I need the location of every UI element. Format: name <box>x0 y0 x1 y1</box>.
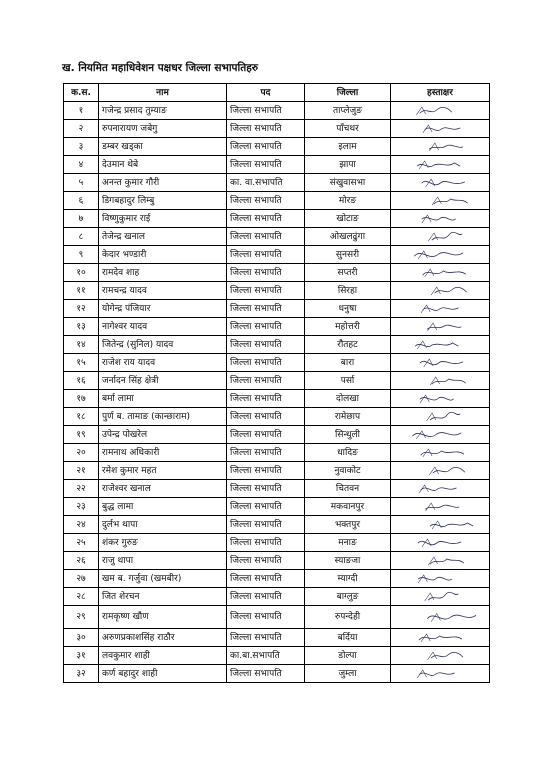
post-cell: जिल्ला सभापति <box>227 192 305 210</box>
post-cell: जिल्ला सभापति <box>227 138 305 156</box>
district-cell: सिरहा <box>305 282 391 300</box>
table-body <box>64 102 490 683</box>
header-serial: क.स. <box>64 84 99 102</box>
table-row <box>64 336 490 354</box>
serial-cell: २९ <box>64 606 99 629</box>
serial-cell: २८ <box>64 588 99 606</box>
signature-cell <box>391 318 490 336</box>
district-cell: खोटाङ <box>305 210 391 228</box>
signature-cell <box>391 390 490 408</box>
post-cell: जिल्ला सभापति <box>227 426 305 444</box>
district-cell: सिन्धुली <box>305 426 391 444</box>
handwritten-signature <box>394 665 486 682</box>
handwritten-signature <box>394 210 486 227</box>
handwritten-signature <box>394 629 486 646</box>
district-cell: बाग्लुङ <box>305 588 391 606</box>
signature-cell <box>391 665 490 683</box>
handwritten-signature <box>394 570 486 587</box>
post-cell: जिल्ला सभापति <box>227 408 305 426</box>
serial-cell: २३ <box>64 498 99 516</box>
name-cell: जितेन्द्र (सुनिल) यादव <box>99 336 227 354</box>
serial-cell: ३२ <box>64 665 99 683</box>
handwritten-signature <box>394 534 486 551</box>
name-cell: रामकृष्ण खौण <box>99 606 227 629</box>
table-row <box>64 534 490 552</box>
table-row <box>64 120 490 138</box>
district-cell: सप्तरी <box>305 264 391 282</box>
serial-cell: २ <box>64 120 99 138</box>
post-cell: जिल्ला सभापति <box>227 210 305 228</box>
serial-cell: ११ <box>64 282 99 300</box>
district-cell: भक्तपुर <box>305 516 391 534</box>
table-row <box>64 480 490 498</box>
handwritten-signature <box>394 354 486 371</box>
table-row <box>64 192 490 210</box>
header-district: जिल्ला <box>305 84 391 102</box>
signature-cell <box>391 102 490 120</box>
table-row <box>64 390 490 408</box>
table-row <box>64 138 490 156</box>
serial-cell: २४ <box>64 516 99 534</box>
post-cell: जिल्ला सभापति <box>227 300 305 318</box>
name-cell: उपेन्द्र पोखरेल <box>99 426 227 444</box>
serial-cell: १२ <box>64 300 99 318</box>
post-cell: जिल्ला सभापति <box>227 606 305 629</box>
post-cell: जिल्ला सभापति <box>227 156 305 174</box>
district-cell: पर्सा <box>305 372 391 390</box>
table-row <box>64 516 490 534</box>
district-cell: धनुषा <box>305 300 391 318</box>
name-cell: पुर्ण ब. तामाङ (कान्छाराम) <box>99 408 227 426</box>
table-row <box>64 444 490 462</box>
district-cell: बारा <box>305 354 391 372</box>
serial-cell: २६ <box>64 552 99 570</box>
district-cell: रामेछाप <box>305 408 391 426</box>
district-cell: स्याङजा <box>305 552 391 570</box>
signature-cell <box>391 138 490 156</box>
post-cell: जिल्ला सभापति <box>227 570 305 588</box>
post-cell: जिल्ला सभापति <box>227 372 305 390</box>
signature-cell <box>391 462 490 480</box>
district-cell: पाँचथर <box>305 120 391 138</box>
serial-cell: ५ <box>64 174 99 192</box>
signature-cell <box>391 498 490 516</box>
serial-cell: ३० <box>64 629 99 647</box>
table-row <box>64 408 490 426</box>
table-row <box>64 606 490 629</box>
district-cell: मोरङ <box>305 192 391 210</box>
handwritten-signature <box>394 228 486 245</box>
post-cell: जिल्ला सभापति <box>227 102 305 120</box>
name-cell: लवकुमार शाही <box>99 647 227 665</box>
serial-cell: ३१ <box>64 647 99 665</box>
serial-cell: १ <box>64 102 99 120</box>
serial-cell: १७ <box>64 390 99 408</box>
signature-cell <box>391 552 490 570</box>
serial-cell: १४ <box>64 336 99 354</box>
table-row <box>64 552 490 570</box>
signature-cell <box>391 426 490 444</box>
post-cell: जिल्ला सभापति <box>227 354 305 372</box>
name-cell: रुपनारायण जबेगु <box>99 120 227 138</box>
name-cell: बुद्ध लामा <box>99 498 227 516</box>
signature-cell <box>391 516 490 534</box>
table-row <box>64 629 490 647</box>
table-row <box>64 264 490 282</box>
document-title: ख. नियमित महाधिवेशन पक्षधर जिल्ला सभापतिहरु <box>62 62 259 74</box>
name-cell: राजु थापा <box>99 552 227 570</box>
signature-cell <box>391 606 490 629</box>
serial-cell: २७ <box>64 570 99 588</box>
post-cell: जिल्ला सभापति <box>227 516 305 534</box>
table-row <box>64 300 490 318</box>
name-cell: राजेश राय यादव <box>99 354 227 372</box>
post-cell: का. वा.सभापति <box>227 174 305 192</box>
table-row <box>64 570 490 588</box>
table-row <box>64 588 490 606</box>
signature-cell <box>391 336 490 354</box>
serial-cell: १६ <box>64 372 99 390</box>
handwritten-signature <box>394 462 486 479</box>
post-cell: जिल्ला सभापति <box>227 264 305 282</box>
district-cell: नुवाकोट <box>305 462 391 480</box>
serial-cell: २५ <box>64 534 99 552</box>
signature-cell <box>391 174 490 192</box>
post-cell: जिल्ला सभापति <box>227 480 305 498</box>
district-cell: बर्दिया <box>305 629 391 647</box>
signature-cell <box>391 372 490 390</box>
handwritten-signature <box>394 264 486 281</box>
district-cell: जुम्ला <box>305 665 391 683</box>
name-cell: दुर्लभ थापा <box>99 516 227 534</box>
signature-cell <box>391 354 490 372</box>
table-row <box>64 210 490 228</box>
handwritten-signature <box>394 606 486 628</box>
table-row <box>64 462 490 480</box>
handwritten-signature <box>394 480 486 497</box>
handwritten-signature <box>394 516 486 533</box>
name-cell: अरुणप्रकाशसिंह राठौर <box>99 629 227 647</box>
signature-cell <box>391 480 490 498</box>
handwritten-signature <box>394 138 486 155</box>
table-row <box>64 228 490 246</box>
post-cell: जिल्ला सभापति <box>227 282 305 300</box>
post-cell: जिल्ला सभापति <box>227 629 305 647</box>
name-cell: राजेश्वर खनाल <box>99 480 227 498</box>
signature-cell <box>391 588 490 606</box>
handwritten-signature <box>394 174 486 191</box>
header-name: नाम <box>99 84 227 102</box>
handwritten-signature <box>394 156 486 173</box>
name-cell: तेजेन्द्र खनाल <box>99 228 227 246</box>
district-cell: महोत्तरी <box>305 318 391 336</box>
name-cell: खम ब. गर्जुवा (खमबीर) <box>99 570 227 588</box>
table-row <box>64 246 490 264</box>
table-row <box>64 354 490 372</box>
serial-cell: ८ <box>64 228 99 246</box>
name-cell: अनन्त कुमार गौरी <box>99 174 227 192</box>
post-cell: जिल्ला सभापति <box>227 390 305 408</box>
serial-cell: ६ <box>64 192 99 210</box>
district-cell: रुपन्देही <box>305 606 391 629</box>
signature-cell <box>391 246 490 264</box>
signature-cell <box>391 629 490 647</box>
table-row <box>64 102 490 120</box>
post-cell: जिल्ला सभापति <box>227 228 305 246</box>
district-cell: डोल्पा <box>305 647 391 665</box>
serial-cell: १५ <box>64 354 99 372</box>
name-cell: रामचन्द्र यादव <box>99 282 227 300</box>
name-cell: केदार भण्डारी <box>99 246 227 264</box>
signature-cell <box>391 120 490 138</box>
signature-cell <box>391 408 490 426</box>
table-header-row <box>64 84 490 102</box>
table-row <box>64 174 490 192</box>
signature-cell <box>391 264 490 282</box>
name-cell: नागेश्वर यादव <box>99 318 227 336</box>
name-cell: गजेन्द्र प्रसाद तुम्याङ <box>99 102 227 120</box>
district-cell: झापा <box>305 156 391 174</box>
handwritten-signature <box>394 444 486 461</box>
table-row <box>64 498 490 516</box>
district-cell: धादिङ <box>305 444 391 462</box>
serial-cell: ७ <box>64 210 99 228</box>
signature-cell <box>391 228 490 246</box>
name-cell: डिगबहादुर लिम्बु <box>99 192 227 210</box>
handwritten-signature <box>394 426 486 443</box>
district-cell: इलाम <box>305 138 391 156</box>
serial-cell: २० <box>64 444 99 462</box>
table-row <box>64 426 490 444</box>
name-cell: कर्ण बहादुर शाही <box>99 665 227 683</box>
handwritten-signature <box>394 120 486 137</box>
header-signature: हस्ताक्षर <box>391 84 490 102</box>
handwritten-signature <box>394 552 486 569</box>
handwritten-signature <box>394 372 486 389</box>
serial-cell: ९ <box>64 246 99 264</box>
district-cell: मनाङ <box>305 534 391 552</box>
signature-cell <box>391 444 490 462</box>
handwritten-signature <box>394 390 486 407</box>
post-cell: जिल्ला सभापति <box>227 588 305 606</box>
post-cell: जिल्ला सभापति <box>227 665 305 683</box>
district-chairs-table <box>63 83 490 683</box>
district-cell: सुनसरी <box>305 246 391 264</box>
handwritten-signature <box>394 246 486 263</box>
table-row <box>64 282 490 300</box>
table-row <box>64 156 490 174</box>
name-cell: रमेश कुमार महत <box>99 462 227 480</box>
handwritten-signature <box>394 498 486 515</box>
table-row <box>64 665 490 683</box>
signature-cell <box>391 534 490 552</box>
table-row <box>64 318 490 336</box>
signature-cell <box>391 300 490 318</box>
post-cell: जिल्ला सभापति <box>227 336 305 354</box>
district-cell: ओखलढुंगा <box>305 228 391 246</box>
district-cell: चितवन <box>305 480 391 498</box>
post-cell: का.बा.सभापति <box>227 647 305 665</box>
header-post: पद <box>227 84 305 102</box>
post-cell: जिल्ला सभापति <box>227 246 305 264</box>
name-cell: जित शेरचन <box>99 588 227 606</box>
handwritten-signature <box>394 318 486 335</box>
signature-cell <box>391 156 490 174</box>
post-cell: जिल्ला सभापति <box>227 120 305 138</box>
post-cell: जिल्ला सभापति <box>227 534 305 552</box>
name-cell: डम्बर खड्का <box>99 138 227 156</box>
handwritten-signature <box>394 336 486 353</box>
serial-cell: २१ <box>64 462 99 480</box>
post-cell: जिल्ला सभापति <box>227 444 305 462</box>
serial-cell: ४ <box>64 156 99 174</box>
serial-cell: १८ <box>64 408 99 426</box>
handwritten-signature <box>394 408 486 425</box>
handwritten-signature <box>394 282 486 299</box>
serial-cell: १९ <box>64 426 99 444</box>
signature-cell <box>391 570 490 588</box>
name-cell: शंकर गुरुङ <box>99 534 227 552</box>
serial-cell: ३ <box>64 138 99 156</box>
name-cell: रामनाथ अधिकारी <box>99 444 227 462</box>
district-cell: संखुवासभा <box>305 174 391 192</box>
handwritten-signature <box>394 300 486 317</box>
signature-cell <box>391 210 490 228</box>
name-cell: बर्मा लामा <box>99 390 227 408</box>
handwritten-signature <box>394 192 486 209</box>
table-row <box>64 372 490 390</box>
serial-cell: २२ <box>64 480 99 498</box>
district-cell: म्याग्दी <box>305 570 391 588</box>
handwritten-signature <box>394 647 486 664</box>
district-cell: मकवानपुर <box>305 498 391 516</box>
signature-cell <box>391 647 490 665</box>
district-cell: ताप्लेजुङ <box>305 102 391 120</box>
signature-cell <box>391 282 490 300</box>
post-cell: जिल्ला सभापति <box>227 462 305 480</box>
district-cell: रौतहट <box>305 336 391 354</box>
post-cell: जिल्ला सभापति <box>227 552 305 570</box>
name-cell: योगेन्द्र पंजियार <box>99 300 227 318</box>
handwritten-signature <box>394 588 486 605</box>
serial-cell: १० <box>64 264 99 282</box>
name-cell: देउमान थेबे <box>99 156 227 174</box>
table-row <box>64 647 490 665</box>
name-cell: जर्नादन सिंह क्षेत्री <box>99 372 227 390</box>
signature-cell <box>391 192 490 210</box>
district-cell: दोलखा <box>305 390 391 408</box>
post-cell: जिल्ला सभापति <box>227 498 305 516</box>
name-cell: रामदेव शाह <box>99 264 227 282</box>
name-cell: विष्णुकुमार राई <box>99 210 227 228</box>
serial-cell: १३ <box>64 318 99 336</box>
post-cell: जिल्ला सभापति <box>227 318 305 336</box>
handwritten-signature <box>394 102 486 119</box>
